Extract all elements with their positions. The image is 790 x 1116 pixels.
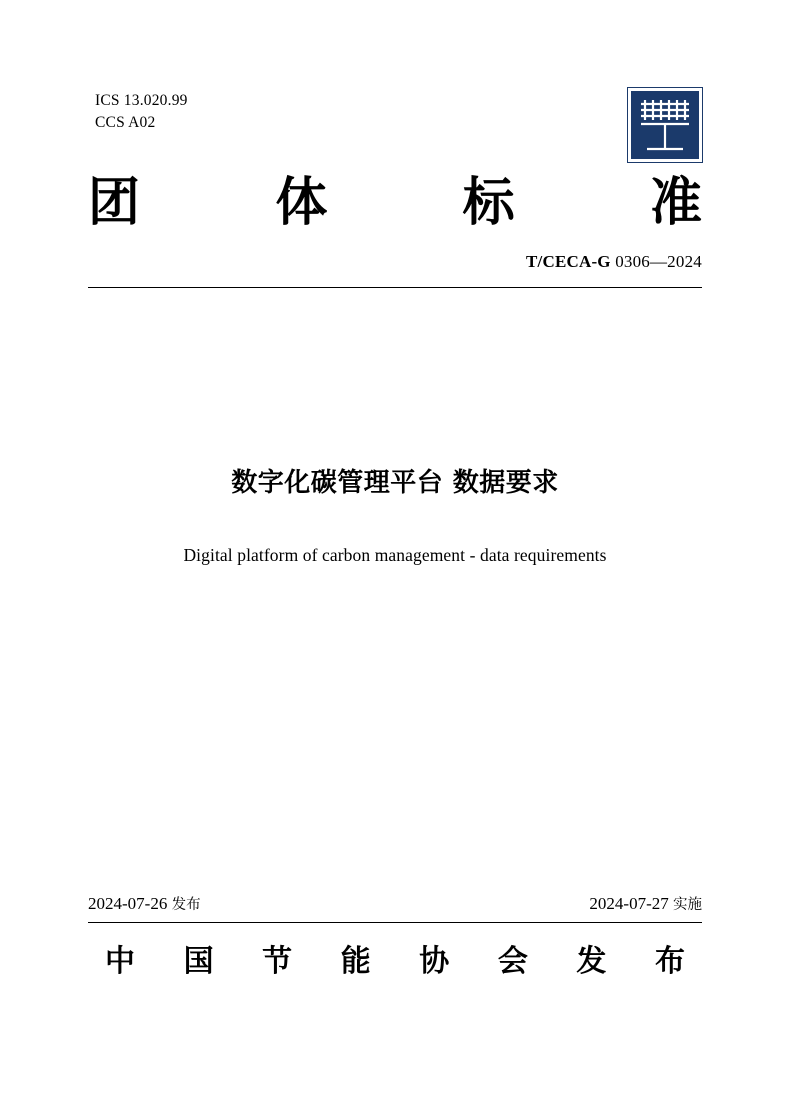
publisher-char-1: 中	[105, 944, 135, 979]
banner-char-3: 标	[462, 173, 515, 233]
standard-number-prefix: T/CECA-G	[526, 252, 611, 271]
effective-date: 2024-07-27	[589, 894, 669, 913]
banner-title	[88, 175, 702, 232]
divider-top	[88, 287, 702, 288]
issue-date-label: 发布	[171, 897, 201, 913]
ics-code: ICS 13.020.99	[95, 92, 188, 109]
page-title: 数字化碳管理平台 数据要求	[231, 468, 559, 498]
banner-char-1: 团	[88, 173, 141, 233]
publisher-char-8: 布	[654, 944, 685, 979]
issue-date-group	[88, 893, 201, 914]
publisher-char-2: 国	[183, 944, 214, 979]
page-subtitle-english: Digital platform of carbon management - data requirements	[183, 545, 607, 565]
standard-number-suffix: 0306—2024	[615, 252, 702, 271]
date-row	[88, 893, 702, 914]
banner-char-2: 体	[275, 173, 328, 233]
publisher-char-6: 会	[497, 944, 528, 979]
effective-date-group	[589, 893, 702, 914]
publisher-line	[105, 936, 685, 980]
publisher-char-4: 能	[340, 944, 371, 979]
divider-bottom	[88, 922, 702, 923]
classification-codes	[95, 90, 188, 135]
ccs-code: CCS A02	[95, 114, 156, 132]
publisher-char-3: 节	[262, 944, 293, 979]
standards-institute-logo-icon	[628, 88, 702, 162]
effective-date-label: 实施	[673, 897, 702, 913]
publisher-char-5: 协	[419, 944, 450, 979]
standard-number	[526, 252, 702, 272]
publisher-char-7: 发	[576, 944, 607, 979]
issue-date: 2024-07-26	[88, 894, 168, 913]
banner-char-4: 准	[649, 173, 702, 233]
